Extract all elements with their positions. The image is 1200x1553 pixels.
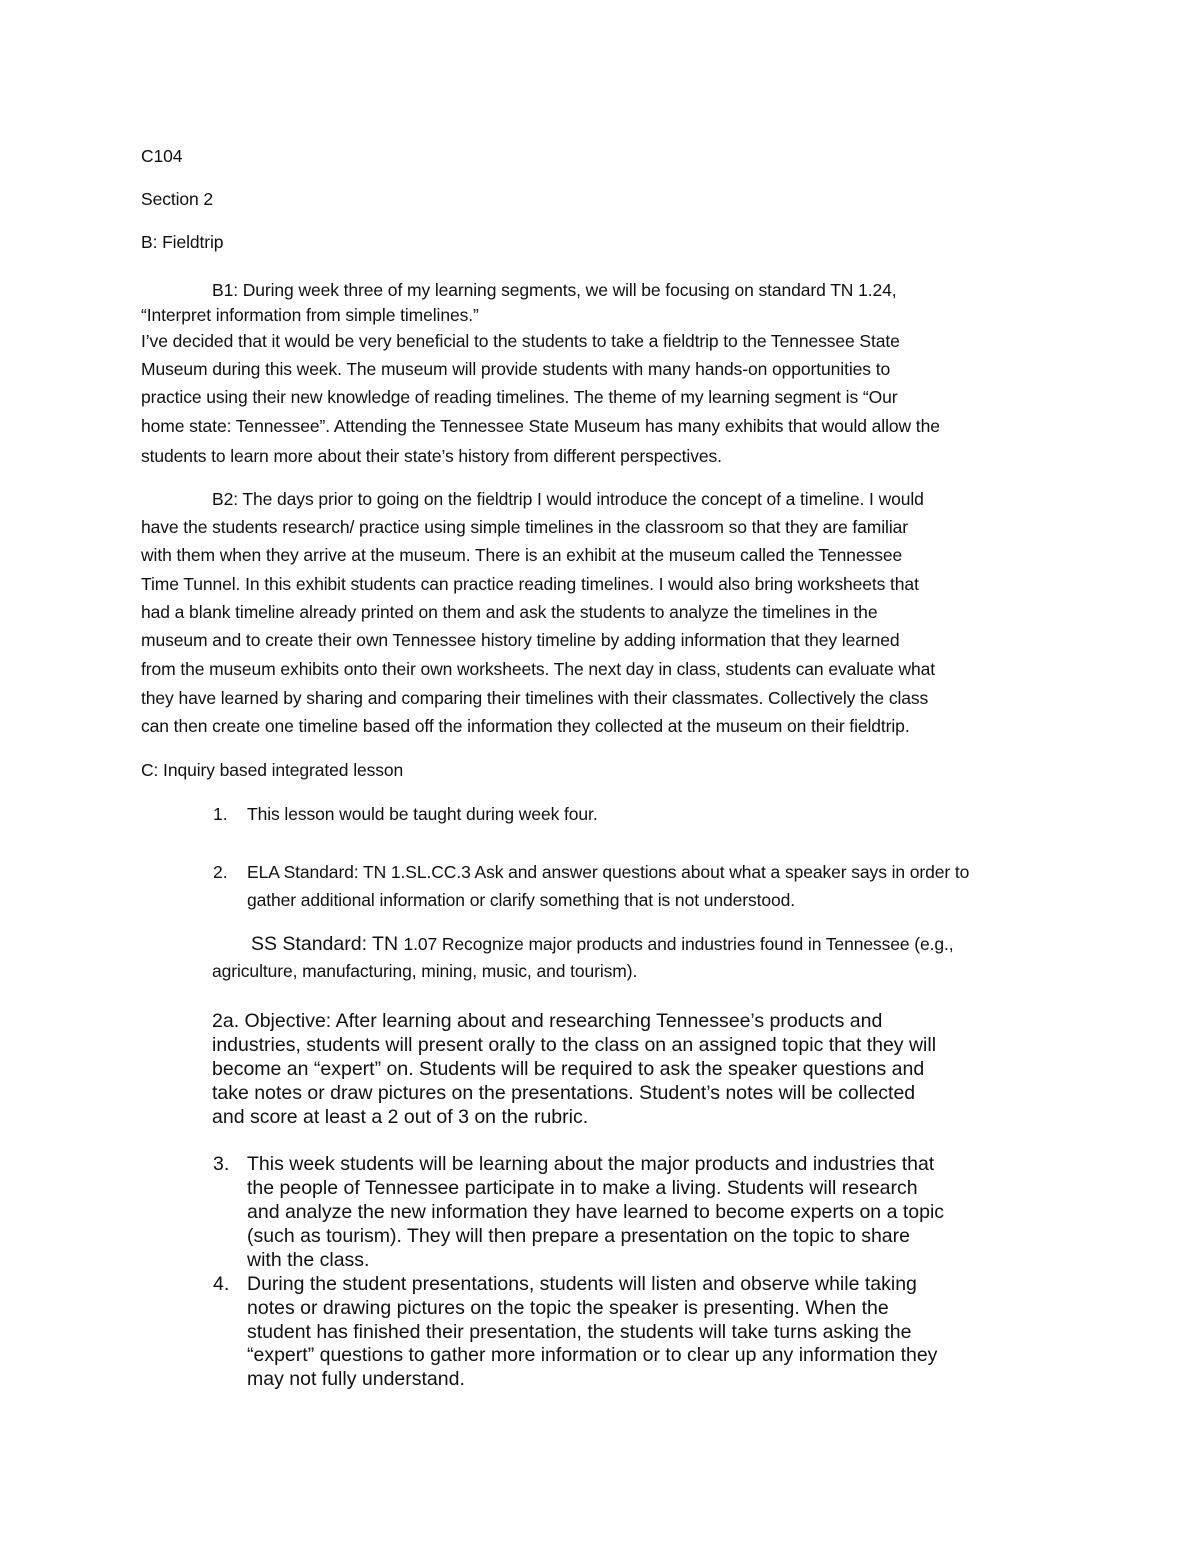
item-1-text: This lesson would be taught during week four.	[247, 804, 598, 824]
list-number: 3.	[213, 1153, 230, 1175]
item-3-line-5: with the class.	[247, 1249, 370, 1271]
b1-line-1: B1: During week three of my learning segments, we will be focusing on standard TN 1.24,	[212, 280, 897, 300]
b2-line-1: B2: The days prior to going on the fieldtrip I would introduce the concept of a timeline. I would	[212, 489, 924, 509]
b1-line-2: “Interpret information from simple timelines.”	[141, 305, 479, 325]
objective-line-1: 2a. Objective: After learning about and researching Tennessee’s products and	[212, 1010, 883, 1032]
b1-line-7: students to learn more about their state’s history from different perspectives.	[141, 446, 722, 466]
ss-standard-line-2: agriculture, manufacturing, mining, music, and tourism).	[212, 961, 638, 981]
list-number: 2.	[213, 862, 228, 882]
b1-line-6: home state: Tennessee”. Attending the Tennessee State Museum has many exhibits that would allow the	[141, 416, 940, 436]
list-number: 4.	[213, 1273, 230, 1295]
item-2-line-1: ELA Standard: TN 1.SL.CC.3 Ask and answer questions about what a speaker says in order to	[247, 862, 970, 882]
objective-line-4: take notes or draw pictures on the presentations. Student’s notes will be collected	[212, 1082, 916, 1104]
item-3-line-3: and analyze the new information they have learned to become experts on a topic	[247, 1201, 945, 1223]
item-3-line-1: This week students will be learning about the major products and industries that	[247, 1153, 935, 1175]
section-title: Section 2	[141, 189, 214, 209]
b2-line-5: had a blank timeline already printed on them and ask the students to analyze the timelines in the	[141, 602, 878, 622]
objective-line-2: industries, students will present orally to the class on an assigned topic that they will	[212, 1034, 937, 1056]
course-code: C104	[141, 146, 183, 166]
heading-b-fieldtrip: B: Fieldtrip	[141, 232, 224, 252]
ss-standard-text: 1.07 Recognize major products and industries found in Tennessee (e.g.,	[403, 934, 954, 954]
objective-line-3: become an “expert” on. Students will be required to ask the speaker questions and	[212, 1058, 925, 1080]
b2-line-2: have the students research/ practice using simple timelines in the classroom so that they are familiar	[141, 517, 908, 537]
b2-line-8: they have learned by sharing and comparing their timelines with their classmates. Collectively the class	[141, 688, 929, 708]
list-number: 1.	[213, 804, 228, 824]
b2-line-3: with them when they arrive at the museum. There is an exhibit at the museum called the Tennessee	[141, 545, 903, 565]
heading-c-inquiry: C: Inquiry based integrated lesson	[141, 760, 404, 780]
item-2-line-2: gather additional information or clarify something that is not understood.	[247, 890, 796, 910]
item-4-line-1: During the student presentations, students will listen and observe while taking	[247, 1273, 917, 1295]
item-3-line-4: (such as tourism). They will then prepare a presentation on the topic to share	[247, 1225, 910, 1247]
b2-line-6: museum and to create their own Tennessee history timeline by adding information that they learned	[141, 630, 900, 650]
b1-line-3: I’ve decided that it would be very beneficial to the students to take a fieldtrip to the Tennessee State	[141, 331, 900, 351]
item-3-line-2: the people of Tennessee participate in to make a living. Students will research	[247, 1177, 918, 1199]
objective-line-5: and score at least a 2 out of 3 on the rubric.	[212, 1106, 589, 1128]
b1-line-5: practice using their new knowledge of reading timelines. The theme of my learning segment is “Our	[141, 387, 898, 407]
b2-line-7: from the museum exhibits onto their own worksheets. The next day in class, students can evaluate what	[141, 659, 936, 679]
b2-line-4: Time Tunnel. In this exhibit students can practice reading timelines. I would also bring worksheets that	[141, 574, 919, 594]
item-4-line-2: notes or drawing pictures on the topic the speaker is presenting. When the	[247, 1297, 889, 1319]
ss-standard-line-1	[251, 935, 954, 955]
b1-line-4: Museum during this week. The museum will provide students with many hands-on opportunities to	[141, 359, 891, 379]
item-4-line-3: student has finished their presentation, the students will take turns asking the	[247, 1321, 912, 1343]
ss-standard-label: SS Standard: TN	[251, 933, 404, 955]
b2-line-9: can then create one timeline based off the information they collected at the museum on their fieldtrip.	[141, 716, 910, 736]
item-4-line-5: may not fully understand.	[247, 1368, 465, 1390]
item-4-line-4: “expert” questions to gather more information or to clear up any information they	[247, 1344, 938, 1366]
